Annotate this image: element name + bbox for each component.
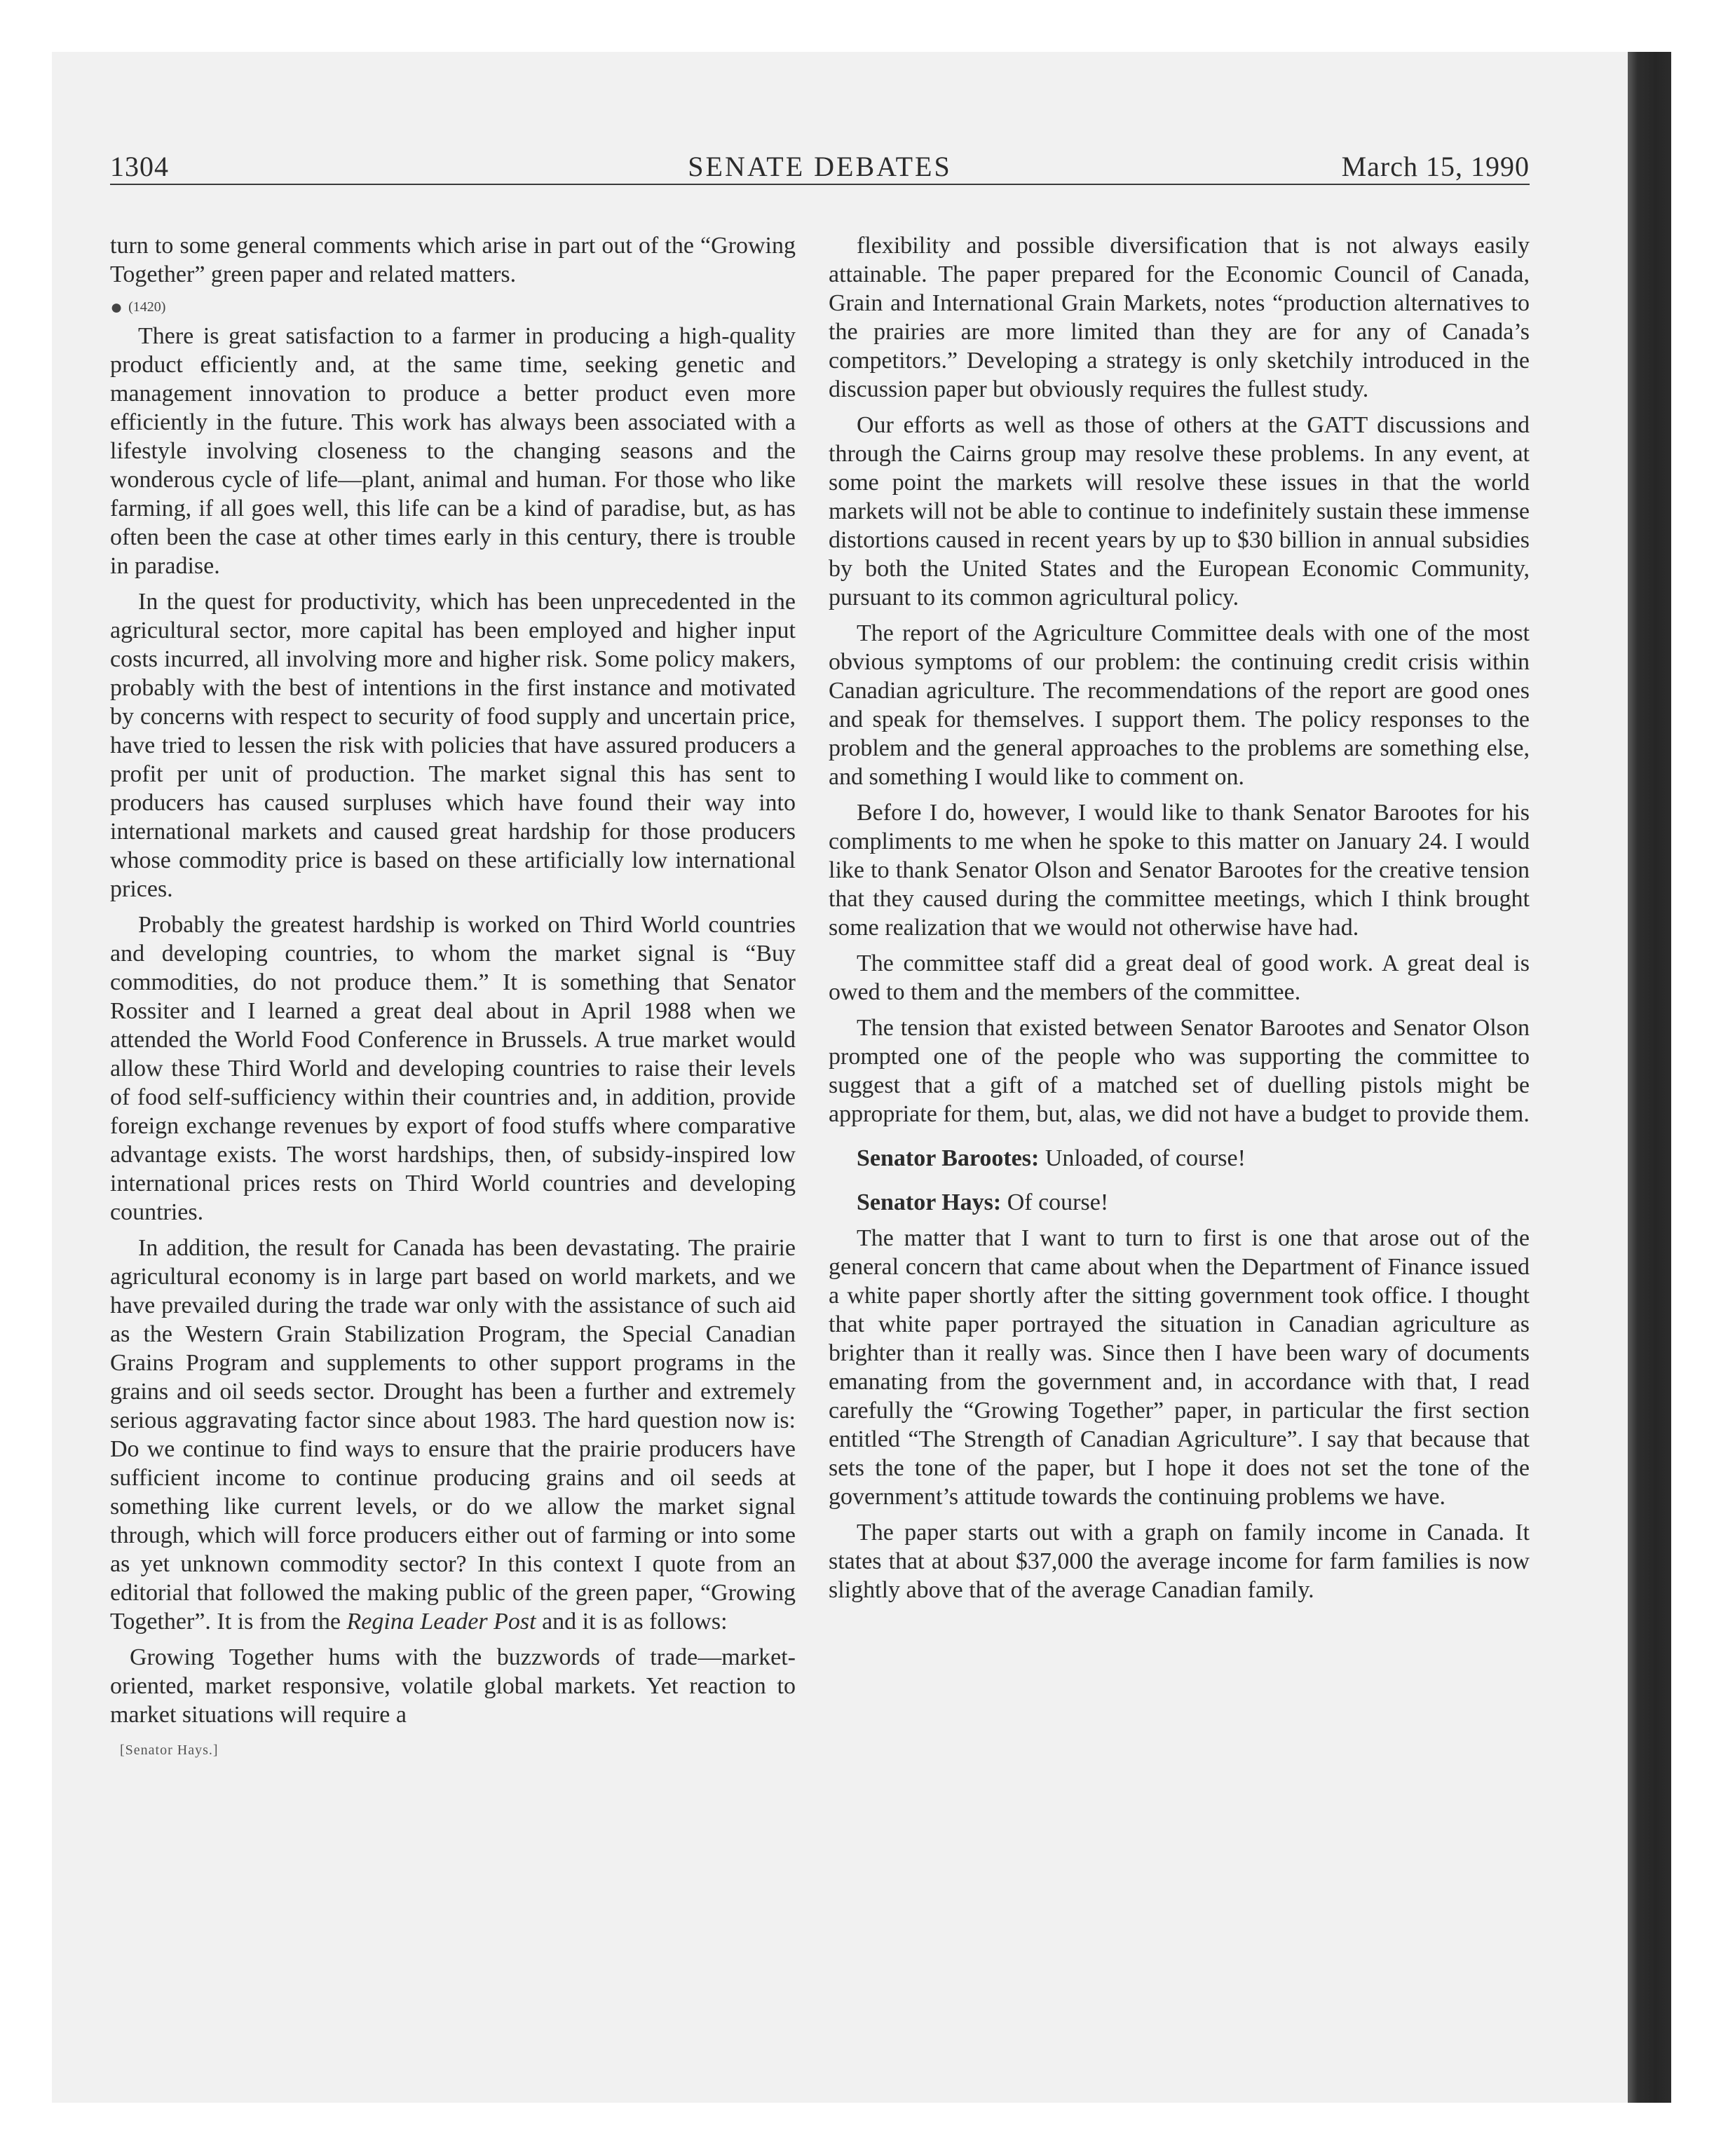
speech-text: Unloaded, of course! xyxy=(1039,1145,1246,1171)
page-number: 1304 xyxy=(110,151,169,182)
speaker-line xyxy=(829,1188,1530,1217)
time-marker-label: (1420) xyxy=(128,299,166,315)
paragraph xyxy=(110,1234,796,1636)
publication-title: SENATE DEBATES xyxy=(688,151,952,182)
block-quote: Growing Together hums with the buzzwords of trade—market-oriented, market responsive, volatile global markets. Yet reaction to market situations will require a xyxy=(110,1644,796,1728)
bullet-icon: ● xyxy=(110,296,123,319)
paragraph: flexibility and possible diversification that is not always easily attainable. The paper prepared for the Economic Council of Canada, Grain and International Grain Markets, notes “production alternatives to the prairies are more limited than they are for any of Canada’s competitors.” Developing a strategy is only sketchily introduced in the discussion paper but obviously requires the fullest study. xyxy=(829,233,1530,402)
paragraph: The committee staff did a great deal of good work. A great deal is owed to them and the members of the committee. xyxy=(829,950,1530,1005)
paragraph: turn to some general comments which arise in part out of the “Growing Together” green paper and related matters. xyxy=(110,233,796,287)
speaker-name: Senator Barootes: xyxy=(857,1145,1040,1171)
left-column xyxy=(110,231,796,1772)
page-header xyxy=(110,150,1530,185)
paragraph: The matter that I want to turn to first is one that arose out of the general concern that came about when the Department of Finance issued a white paper shortly after the sitting government took office. I thought that white paper portrayed the situation in Canadian agriculture as brighter than it really was. Since then I have been wary of documents emanating from the government and, in accordance with that, I read carefully the “Growing Together” paper, in particular the first section entitled “The Strength of Canadian Agriculture”. I say that because that sets the tone of the paper, but I hope it does not set the tone of the government’s attitude towards the continuing problems we have. xyxy=(829,1225,1530,1510)
right-column xyxy=(829,231,1530,1611)
scan-edge-shadow xyxy=(1628,52,1671,2103)
issue-date: March 15, 1990 xyxy=(1341,151,1530,182)
paragraph: Our efforts as well as those of others at the GATT discussions and through the Cairns group may resolve these problems. In any event, at some point the markets will resolve these issues in that the world markets will not be able to continue to indefinitely sustain these immense distortions caused in recent years by up to $30 billion in annual subsidies by both the United States and the European Economic Community, pursuant to its common agricultural policy. xyxy=(829,412,1530,610)
paragraph: The tension that existed between Senator Barootes and Senator Olson prompted one of the people who was supporting the committee to suggest that a gift of a matched set of duelling pistols might be appropriate for them, but, alas, we did not have a budget to provide them. xyxy=(829,1015,1530,1127)
paragraph-text: In addition, the result for Canada has been devastating. The prairie agricultural economy is in large part based on world markets, and we have prevailed during the trade war only with the assistance of such aid as the Western Grain Stabilization Program, the Special Canadian Grains Program and supplements to other support programs in the grains and oil seeds sector. Drought has been a further and extremely serious aggravating factor since about 1983. The hard question now is: Do we continue to find ways to ensure that the prairie producers have sufficient income to continue producing grains and oil seeds at something like current levels, or do we allow the market signal through, which will force producers either out of farming or into some as yet unknown commodity sector? In this context I quote from an editorial that followed the making public of the green paper, “Growing Together”. It is from the xyxy=(110,1235,796,1635)
newspaper-title: Regina Leader Post xyxy=(346,1609,536,1635)
speaker-line xyxy=(829,1144,1530,1173)
paragraph: There is great satisfaction to a farmer in producing a high-quality product efficiently and, at the same time, seeking genetic and management innovation to produce a better product even more efficiently in the future. This work has always been associated with a lifestyle involving closeness to the changing seasons and the wonderous cycle of life—plant, animal and human. For those who like farming, if all goes well, this life can be a kind of paradise, but, as has often been the case at other times early in this century, there is trouble in paradise. xyxy=(110,323,796,579)
speaker-name: Senator Hays: xyxy=(857,1189,1002,1215)
paragraph: Probably the greatest hardship is worked on Third World countries and developing countries, to whom the market signal is “Buy commodities, do not produce them.” It is something that Senator Rossiter and I learned a great deal about in April 1988 when we attended the World Food Conference in Brussels. A true market would allow these Third World and developing countries to raise their levels of food self-sufficiency within their countries and, in addition, provide foreign exchange revenues by export of food stuffs where comparative advantage exists. The worst hardships, then, of subsidy-inspired low international prices rests on Third World countries and developing countries. xyxy=(110,912,796,1225)
paragraph: The paper starts out with a graph on family income in Canada. It states that at about $37,000 the average income for farm families is now slightly above that of the average Canadian family. xyxy=(829,1520,1530,1603)
paragraph: Before I do, however, I would like to thank Senator Barootes for his compliments to me when he spoke to this matter on January 24. I would like to thank Senator Olson and Senator Barootes for the creative tension that they caused during the committee meetings, which I think brought some realization that we would not otherwise have had. xyxy=(829,800,1530,941)
speaker-attribution: [Senator Hays.] xyxy=(120,1742,219,1758)
paragraph: In the quest for productivity, which has been unprecedented in the agricultural sector, more capital has been employed and higher input costs incurred, all involving more and higher risk. Some policy makers, probably with the best of intentions in the first instance and motivated by concerns with respect to security of food supply and uncertain price, have tried to lessen the risk with policies that have assured producers a profit per unit of production. The market signal this has sent to producers has caused surpluses which have found their way into international markets and caused great hardship for those producers whose commodity price is based on these artificially low international prices. xyxy=(110,589,796,902)
header-rule xyxy=(110,184,1530,185)
speech-text: Of course! xyxy=(1001,1189,1109,1215)
paragraph-text-end: and it is as follows: xyxy=(536,1609,728,1635)
paragraph: The report of the Agriculture Committee deals with one of the most obvious symptoms of our problem: the continuing credit crisis within Canadian agriculture. The recommendations of the report are good ones and speak for themselves. I support them. The policy responses to the problem and the general approaches to the problems are something else, and something I would like to comment on. xyxy=(829,620,1530,790)
time-marker xyxy=(110,296,796,319)
